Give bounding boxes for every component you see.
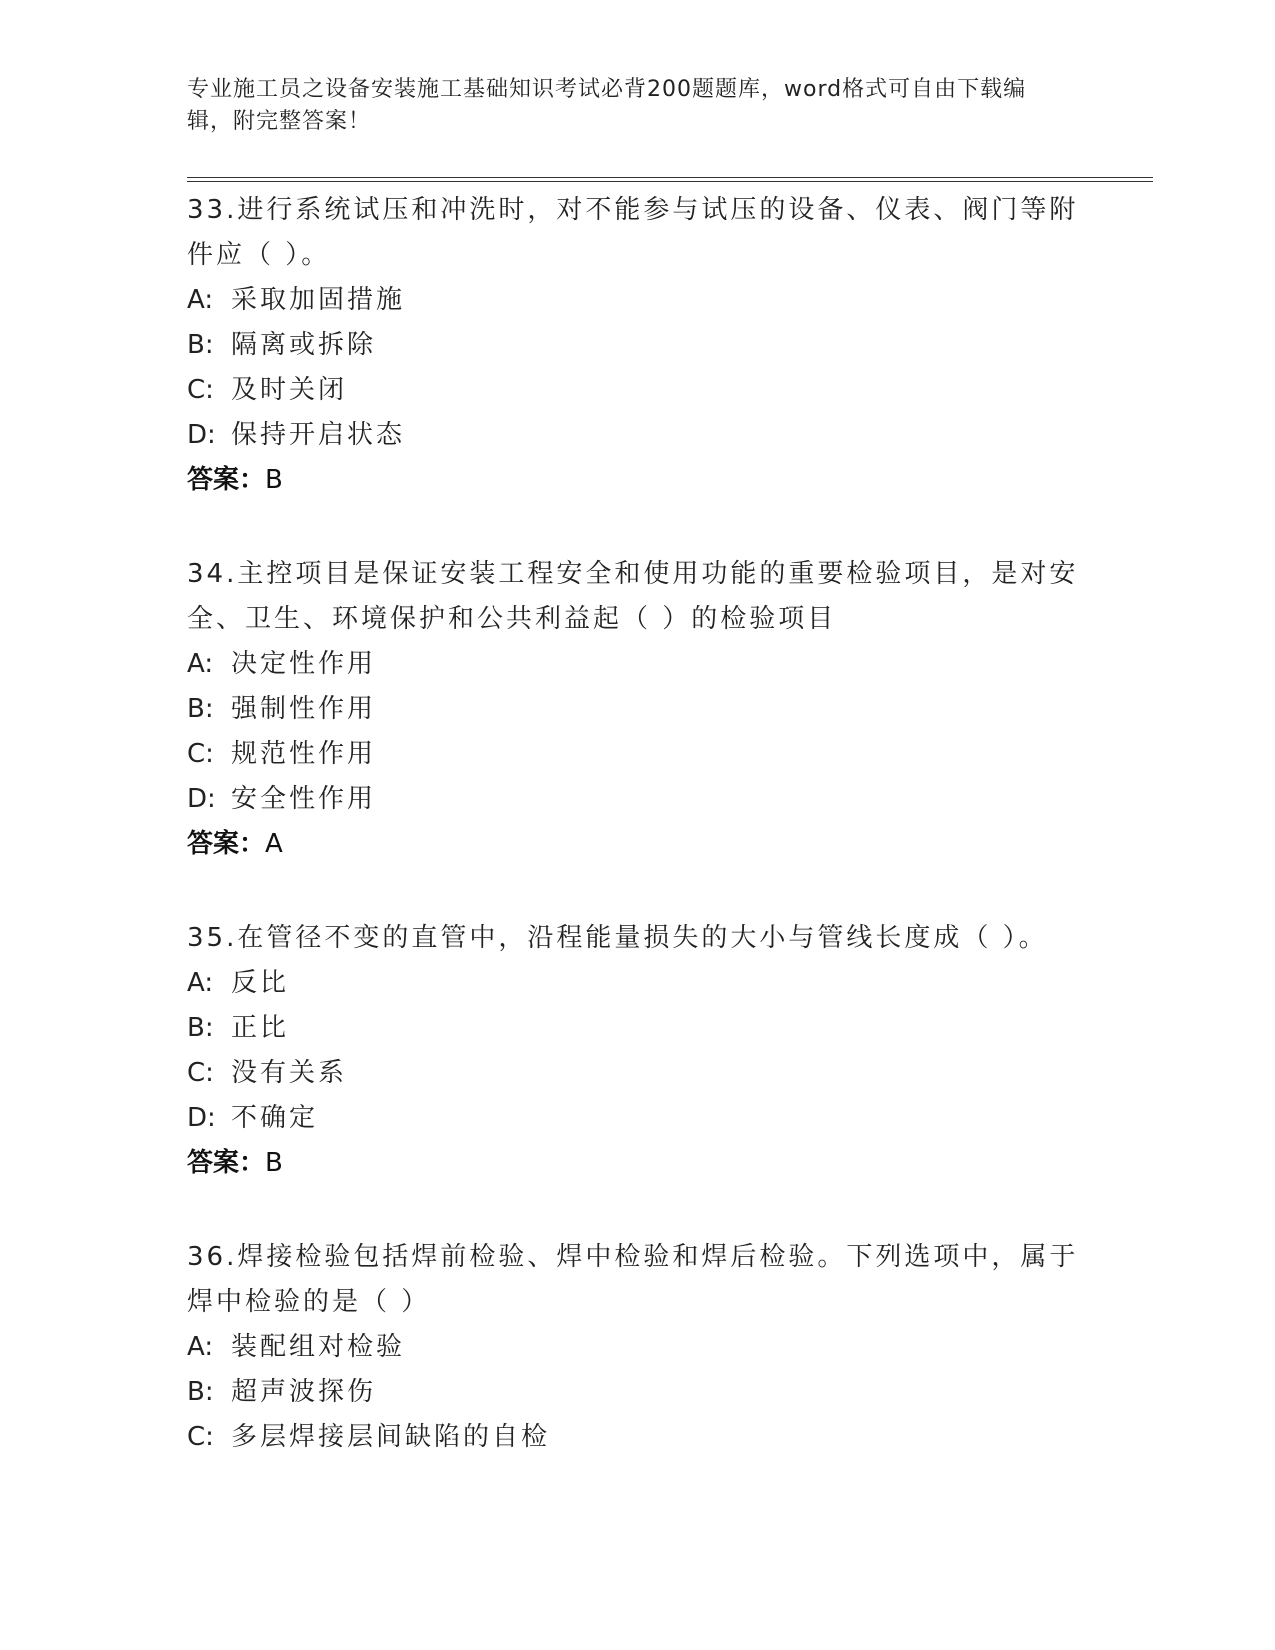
option-text: 反比: [231, 968, 290, 998]
option-label: C:: [187, 739, 214, 769]
option-a: [187, 278, 1087, 323]
option-text: 决定性作用: [231, 649, 377, 679]
answer-label: 答案：: [187, 1148, 266, 1178]
option-text: 多层焊接层间缺陷的自检: [231, 1422, 551, 1452]
question-text: 35.在管径不变的直管中，沿程能量损失的大小与管线长度成（ ）。: [187, 923, 1048, 953]
option-text: 超声波探伤: [231, 1377, 377, 1407]
option-text: 安全性作用: [231, 784, 377, 814]
question-34: [187, 552, 1087, 867]
option-label: A:: [187, 968, 214, 998]
answer-line: [187, 822, 1087, 867]
option-label: B:: [187, 1377, 214, 1407]
option-a: [187, 642, 1087, 687]
option-text: 强制性作用: [231, 694, 377, 724]
option-text: 采取加固措施: [231, 285, 406, 315]
option-a: [187, 1325, 1087, 1370]
option-label: A:: [187, 285, 214, 315]
answer-line: [187, 1141, 1087, 1186]
option-label: D:: [187, 420, 216, 450]
option-text: 隔离或拆除: [231, 330, 377, 360]
option-text: 及时关闭: [231, 375, 348, 405]
answer-value: A: [265, 829, 283, 859]
option-text: 规范性作用: [231, 739, 377, 769]
option-text: 不确定: [231, 1103, 319, 1133]
option-label: B:: [187, 694, 214, 724]
option-label: C:: [187, 1422, 214, 1452]
option-label: B:: [187, 330, 214, 360]
question-33: [187, 188, 1087, 503]
answer-label: 答案：: [187, 829, 266, 859]
option-c: [187, 368, 1087, 413]
option-d: [187, 777, 1087, 822]
option-text: 没有关系: [231, 1058, 348, 1088]
option-label: B:: [187, 1013, 214, 1043]
option-c: [187, 732, 1087, 777]
question-36: [187, 1235, 1087, 1460]
header-divider-bottom: [187, 181, 1153, 182]
option-text: 装配组对检验: [231, 1332, 406, 1362]
option-b: [187, 323, 1087, 368]
option-label: C:: [187, 375, 214, 405]
header-divider-top: [187, 177, 1153, 178]
option-label: A:: [187, 649, 214, 679]
question-text: 33.进行系统试压和冲洗时，对不能参与试压的设备、仪表、阀门等附件应（ ）。: [187, 195, 1079, 270]
option-b: [187, 1006, 1087, 1051]
question-text: 36.焊接检验包括焊前检验、焊中检验和焊后检验。下列选项中，属于焊中检验的是（ ）: [187, 1242, 1079, 1317]
option-c: [187, 1415, 1087, 1460]
option-b: [187, 687, 1087, 732]
option-d: [187, 413, 1087, 458]
option-label: A:: [187, 1332, 214, 1362]
answer-line: [187, 458, 1087, 503]
option-text: 正比: [231, 1013, 290, 1043]
answer-value: B: [265, 465, 283, 495]
option-d: [187, 1096, 1087, 1141]
answer-value: B: [265, 1148, 283, 1178]
option-a: [187, 961, 1087, 1006]
question-35: [187, 916, 1087, 1186]
option-label: D:: [187, 1103, 216, 1133]
option-b: [187, 1370, 1087, 1415]
option-c: [187, 1051, 1087, 1096]
answer-label: 答案：: [187, 465, 266, 495]
document-header: 专业施工员之设备安装施工基础知识考试必背200题题库，word格式可自由下载编辑，附完整答案！: [187, 77, 1027, 134]
question-text: 34.主控项目是保证安装工程安全和使用功能的重要检验项目，是对安全、卫生、环境保护和公共利益起（ ）的检验项目: [187, 559, 1079, 634]
option-label: D:: [187, 784, 216, 814]
option-text: 保持开启状态: [231, 420, 406, 450]
option-label: C:: [187, 1058, 214, 1088]
